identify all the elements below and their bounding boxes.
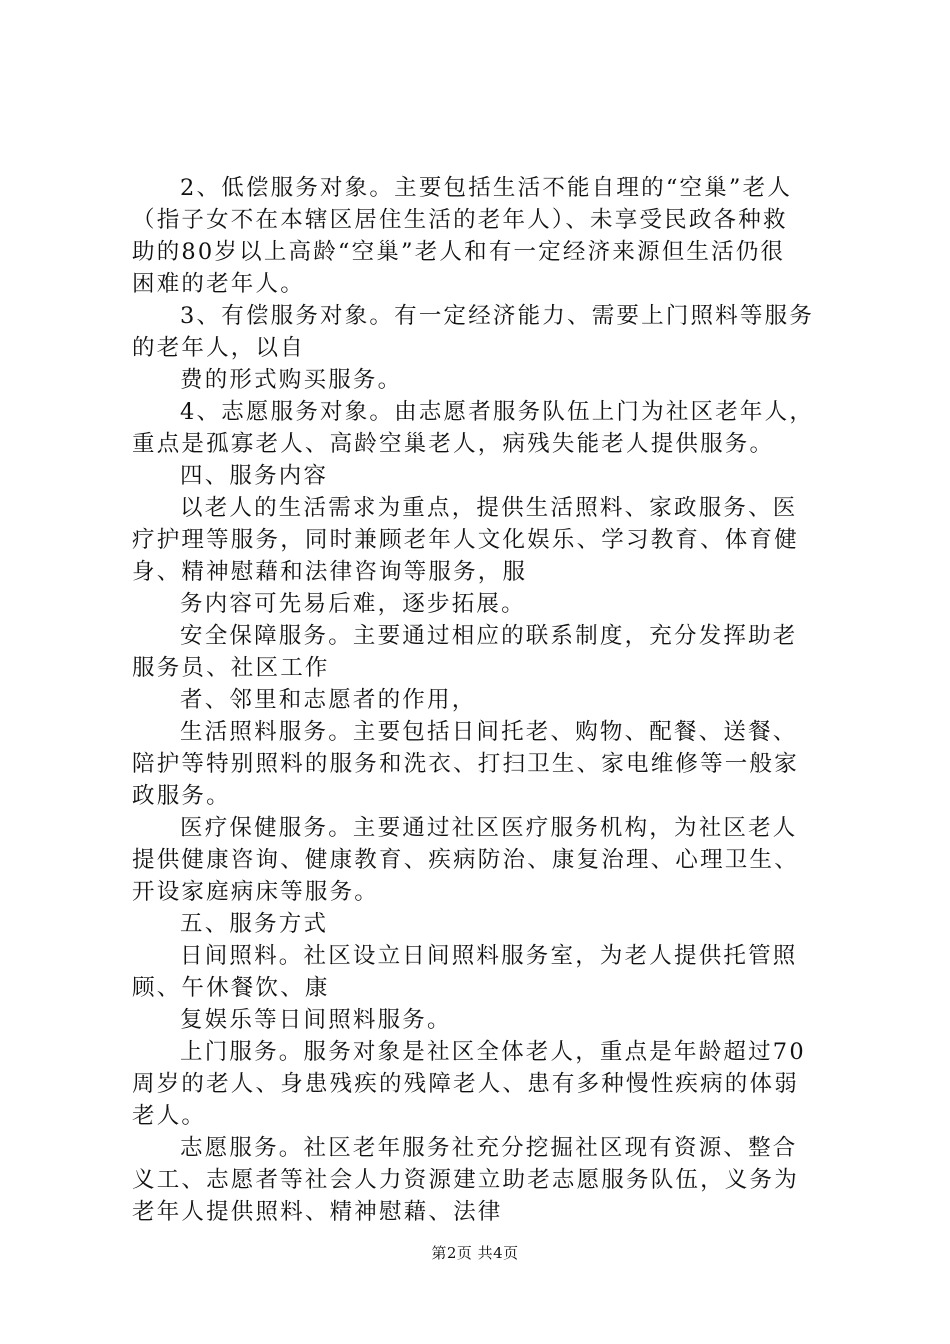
text-line: 疗护理等服务，同时兼顾老年人文化娱乐、学习教育、体育健 [132, 527, 799, 553]
text-line: 者、邻里和志愿者的作用， [180, 687, 477, 713]
text-line: 服务员、社区工作 [132, 655, 330, 681]
page-footer: 第2页 共4页 [431, 1244, 519, 1262]
text-line: 复娱乐等日间照料服务。 [180, 1007, 452, 1033]
text-line: 老年人提供照料、精神慰藉、法律 [132, 1199, 503, 1225]
text-line: 政服务。 [132, 783, 231, 809]
text-line: 日间照料。社区设立日间照料服务室，为老人提供托管照 [180, 943, 798, 969]
text-line: 志愿服务。社区老年服务社充分挖掘社区现有资源、整合 [180, 1135, 798, 1161]
document-body [132, 172, 832, 1228]
text-line: 四、服务内容 [180, 463, 329, 489]
text-line: 提供健康咨询、健康教育、疾病防治、康复治理、心理卫生、 [132, 847, 799, 873]
text-line: 4、志愿服务对象。由志愿者服务队伍上门为社区老年人， [180, 399, 815, 425]
text-line: 陪护等特别照料的服务和洗衣、打扫卫生、家电维修等一般家 [132, 751, 799, 777]
text-line: 3、有偿服务对象。有一定经济能力、需要上门照料等服务 [180, 303, 815, 329]
text-line: 义工、志愿者等社会人力资源建立助老志愿服务队伍，义务为 [132, 1167, 799, 1193]
text-line: 顾、午休餐饮、康 [132, 975, 330, 1001]
text-line: 医疗保健服务。主要通过社区医疗服务机构，为社区老人 [180, 815, 798, 841]
text-line: （指子女不在本辖区居住生活的老年人）、未享受民政各种救 [132, 207, 788, 233]
text-line: 困难的老年人。 [132, 271, 305, 297]
text-line: 助的80岁以上高龄“空巢”老人和有一定经济来源但生活仍很 [132, 239, 786, 265]
text-line: 安全保障服务。主要通过相应的联系制度，充分发挥助老 [180, 623, 798, 649]
text-line: 身、精神慰藉和法律咨询等服务，服 [132, 559, 528, 585]
text-line: 的老年人，以自 [132, 335, 305, 361]
text-line: 2、低偿服务对象。主要包括生活不能自理的“空巢”老人 [180, 175, 793, 201]
text-line: 重点是孤寡老人、高龄空巢老人，病残失能老人提供服务。 [132, 431, 775, 457]
text-line: 老人。 [132, 1103, 207, 1129]
text-line: 以老人的生活需求为重点，提供生活照料、家政服务、医 [180, 495, 798, 521]
text-line: 务内容可先易后难，逐步拓展。 [180, 591, 526, 617]
text-line: 费的形式购买服务。 [180, 367, 403, 393]
text-line: 开设家庭病床等服务。 [132, 879, 380, 905]
text-line: 周岁的老人、身患残疾的残障老人、患有多种慢性疾病的体弱 [132, 1071, 799, 1097]
text-line: 上门服务。服务对象是社区全体老人，重点是年龄超过70 [180, 1039, 806, 1065]
text-line: 生活照料服务。主要包括日间托老、购物、配餐、送餐、 [180, 719, 798, 745]
text-line: 五、服务方式 [180, 911, 329, 937]
